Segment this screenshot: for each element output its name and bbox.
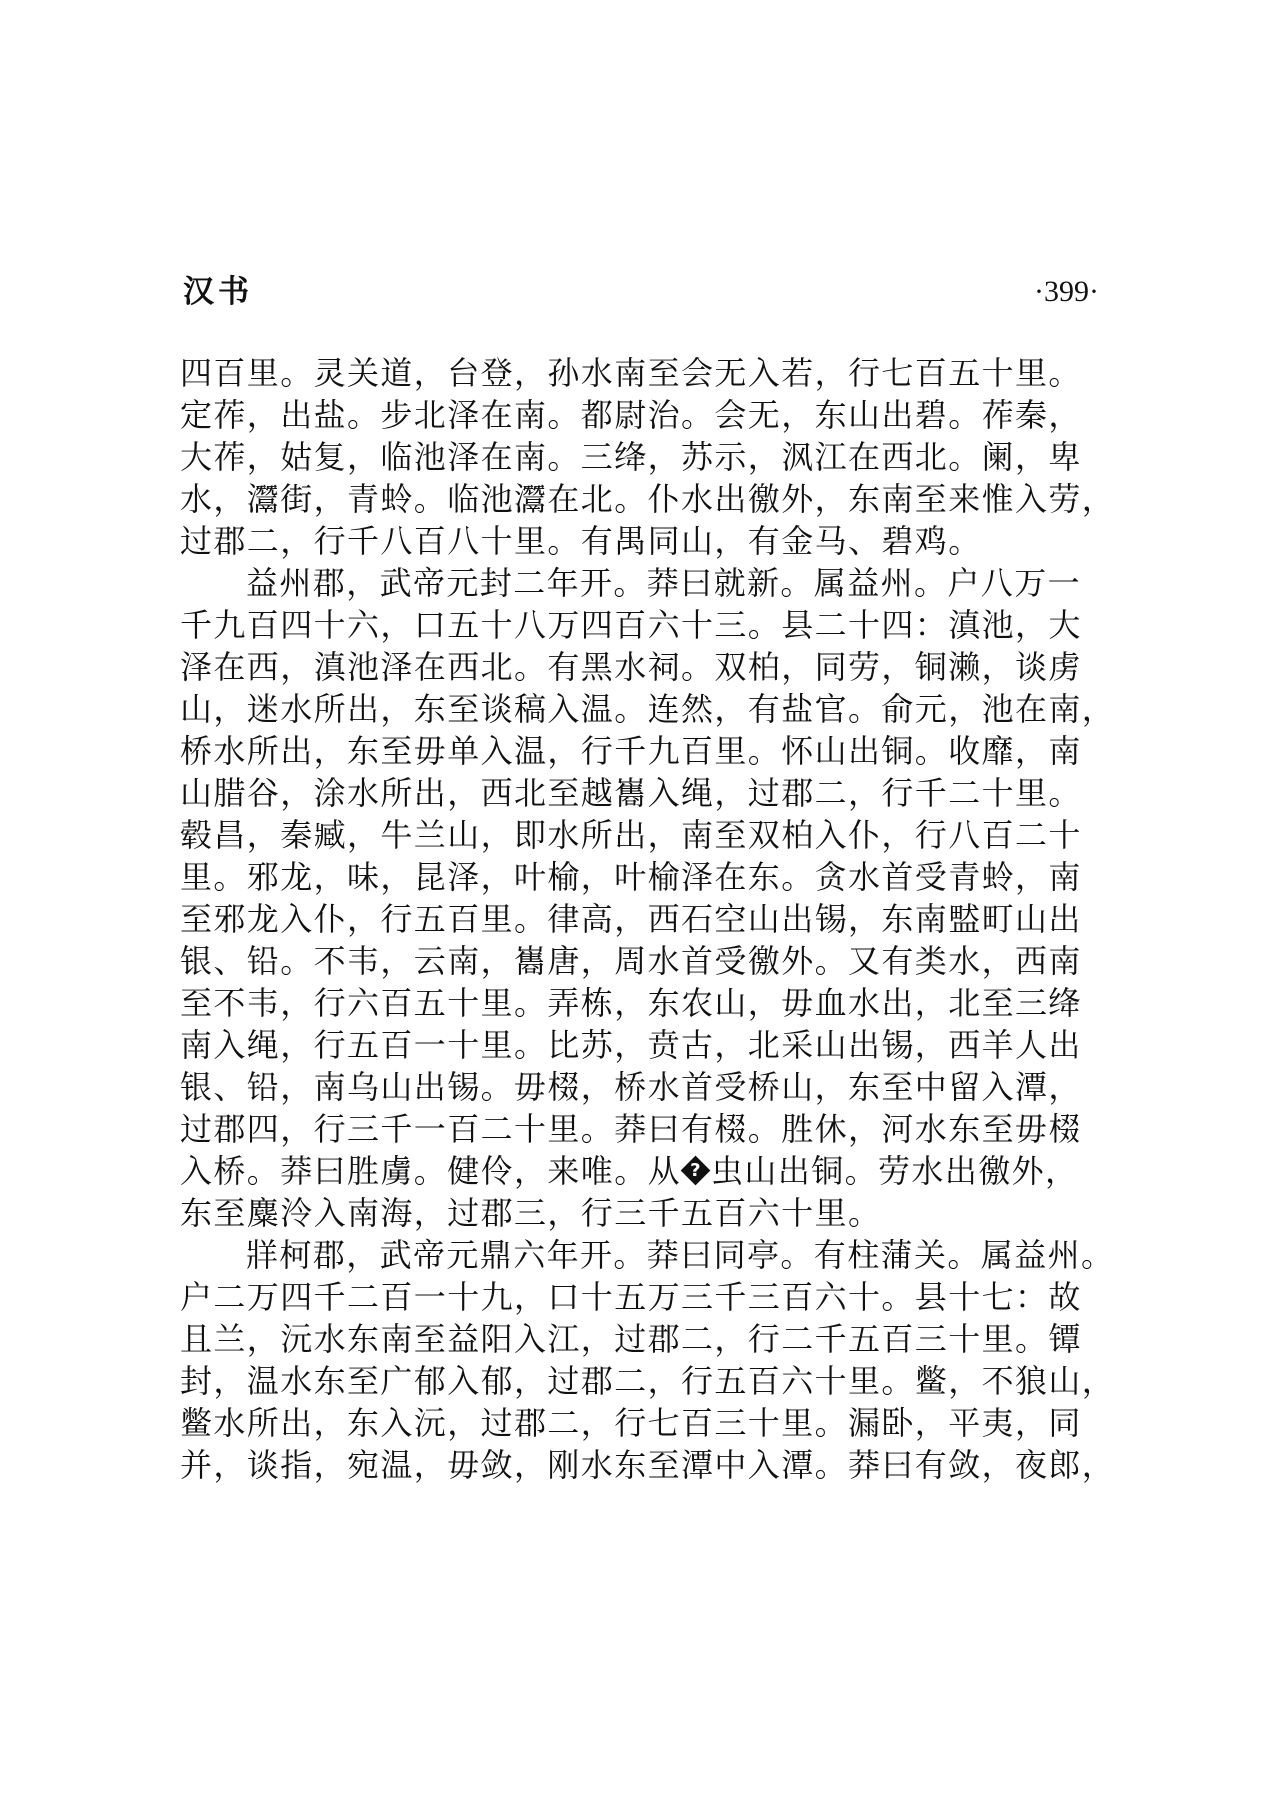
text-segment: 入桥。莽曰胜虜。健伶，来唯。从 (180, 1152, 682, 1190)
text-line: 银、铅，南乌山出锡。毋棳，桥水首受桥山，东至中留入潭， (180, 1068, 1082, 1106)
text-segment: 虫山出铜。劳水出徼外， (711, 1152, 1079, 1190)
text-line: 过郡四，行三千一百二十里。莽曰有棳。胜休，河水东至毋棳 (180, 1110, 1082, 1148)
text-line: 至不韦，行六百五十里。弄栋，东农山，毋血水出，北至三绛 (180, 984, 1082, 1022)
paragraph-start-line: 牂柯郡，武帝元鼎六年开。莽曰同亭。有柱蒲关。属益州。 (246, 1236, 1115, 1274)
text-line: 封，温水东至广郁入郁，过郡二，行五百六十里。鳖，不狼山， (180, 1362, 1116, 1400)
text-line: 四百里。灵关道，台登，孙水南至会无入若，行七百五十里。 (180, 354, 1082, 392)
text-line: 至邪龙入仆，行五百里。律高，西石空山出锡，东南盢町山出 (180, 900, 1082, 938)
text-line: 鳖水所出，东入沅，过郡二，行七百三十里。漏卧，平夷，同 (180, 1404, 1082, 1442)
text-line: 山腊谷，涂水所出，西北至越巂入绳，过郡二，行千二十里。 (180, 774, 1082, 812)
text-line: 过郡二，行千八百八十里。有禺同山，有金马、碧鸡。 (180, 522, 982, 560)
text-line: 且兰，沅水东南至益阳入江，过郡二，行二千五百三十里。镡 (180, 1320, 1082, 1358)
text-line: 户二万四千二百一十九，口十五万三千三百六十。县十七：故 (180, 1278, 1082, 1316)
text-line: 并，谈指，宛温，毋敛，刚水东至潭中入潭。莽曰有敛，夜郎， (180, 1446, 1116, 1484)
text-line: 千九百四十六，口五十八万四百六十三。县二十四：滇池，大 (180, 606, 1082, 644)
text-line: 东至麋泠入南海，过郡三，行三千五百六十里。 (180, 1194, 882, 1232)
text-line: 山，迷水所出，东至谈稿入温。连然，有盐官。俞元，池在南， (180, 690, 1116, 728)
text-line: 桥水所出，东至毋单入温，行千九百里。怀山出铜。收靡，南 (180, 732, 1082, 770)
page-header (183, 268, 1099, 316)
missing-glyph-icon (681, 1156, 711, 1186)
text-line (180, 1150, 1100, 1192)
text-line: 银、铅。不韦，云南，巂唐，周水首受徼外。又有类水，西南 (180, 942, 1082, 980)
text-line: 里。邪龙，味，昆泽，叶榆，叶榆泽在东。贪水首受青蛉，南 (180, 858, 1082, 896)
paragraph-start-line: 益州郡，武帝元封二年开。莽曰就新。属益州。户八万一 (246, 564, 1082, 602)
text-line: 毂昌，秦臧，牛兰山，即水所出，南至双柏入仆，行八百二十 (180, 816, 1082, 854)
book-title: 汉书 (183, 274, 253, 310)
page-number: ·399· (1034, 275, 1099, 308)
text-line: 南入绳，行五百一十里。比苏，贲古，北采山出锡，西羊人出 (180, 1026, 1082, 1064)
text-line: 泽在西，滇池泽在西北。有黑水祠。双柏，同劳，铜濑，谈虏 (180, 648, 1082, 686)
body-text (180, 352, 1116, 1486)
text-line: 定莋，出盐。步北泽在南。都尉治。会无，东山出碧。莋秦， (180, 396, 1082, 434)
text-line: 大莋，姑复，临池泽在南。三绛，苏示，沨江在西北。阑，卑 (180, 438, 1082, 476)
text-line: 水，灊街，青蛉。临池灊在北。仆水出徼外，东南至来惟入劳， (180, 480, 1116, 518)
